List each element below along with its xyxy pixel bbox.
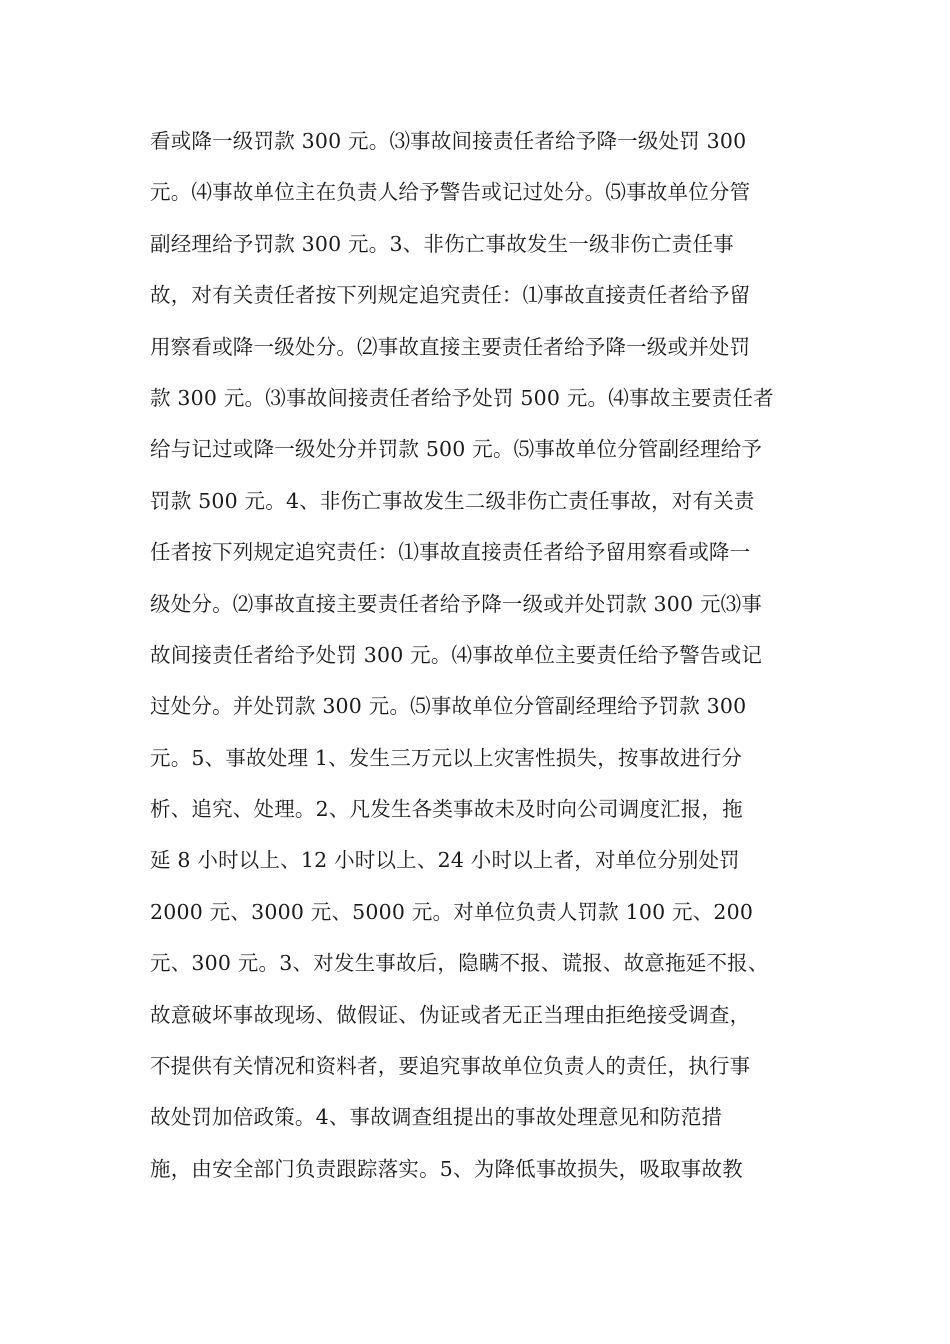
text-line-1: 看或降一级罚款 300 元。⑶事故间接责任者给予降一级处罚 300: [150, 129, 747, 153]
text-line-8: 罚款 500 元。4、非伤亡事故发生二级非伤亡责任事故，对有关责: [150, 488, 755, 513]
text-line-13: 元。5、事故处理 1、发生三万元以上灾害性损失，按事故进行分: [150, 745, 743, 770]
document-body: [150, 116, 810, 1195]
text-line-20: 故处罚加倍政策。4、事故调查组提出的事故处理意见和防范措: [150, 1105, 723, 1130]
text-line-11: 故间接责任者给予处罚 300 元。⑷事故单位主要责任给予警告或记: [150, 642, 763, 667]
text-line-5: 用察看或降一级处分。⑵事故直接主要责任者给予降一级或并处罚: [150, 334, 751, 359]
text-line-18: 故意破坏事故现场、做假证、伪证或者无正当理由拒绝接受调查，: [150, 1002, 751, 1027]
text-line-9: 任者按下列规定追究责任：⑴事故直接责任者给予留用察看或降一: [150, 540, 751, 565]
text-line-10: 级处分。⑵事故直接主要责任者给予降一级或并处罚款 300 元⑶事: [150, 591, 763, 616]
text-line-7: 给与记过或降一级处分并罚款 500 元。⑸事故单位分管副经理给予: [150, 437, 763, 462]
text-line-14: 析、追究、处理。2、凡发生各类事故未及时向公司调度汇报，拖: [150, 797, 743, 822]
text-line-3: 副经理给予罚款 300 元。3、非伤亡事故发生一级非伤亡责任事: [150, 231, 734, 256]
text-line-4: 故，对有关责任者按下列规定追究责任：⑴事故直接责任者给予留: [150, 283, 751, 308]
text-line-19: 不提供有关情况和资料者，要追究事故单位负责人的责任，执行事: [150, 1054, 751, 1079]
text-line-2: 元。⑷事故单位主在负责人给予警告或记过处分。⑸事故单位分管: [150, 180, 751, 205]
text-line-6: 款 300 元。⑶事故间接责任者给予处罚 500 元。⑷事故主要责任者: [150, 385, 774, 410]
text-line-12: 过处分。并处罚款 300 元。⑸事故单位分管副经理给予罚款 300: [150, 694, 747, 719]
text-line-21: 施，由安全部门负责跟踪落实。5、为降低事故损失，吸取事故教: [150, 1156, 743, 1181]
text-line-15: 延 8 小时以上、12 小时以上、24 小时以上者，对单位分别处罚: [150, 848, 740, 873]
text-line-16: 2000 元、3000 元、5000 元。对单位负责人罚款 100 元、200: [150, 899, 754, 924]
text-line-17: 元、300 元。3、对发生事故后，隐瞒不报、谎报、故意拖延不报、: [150, 951, 769, 976]
